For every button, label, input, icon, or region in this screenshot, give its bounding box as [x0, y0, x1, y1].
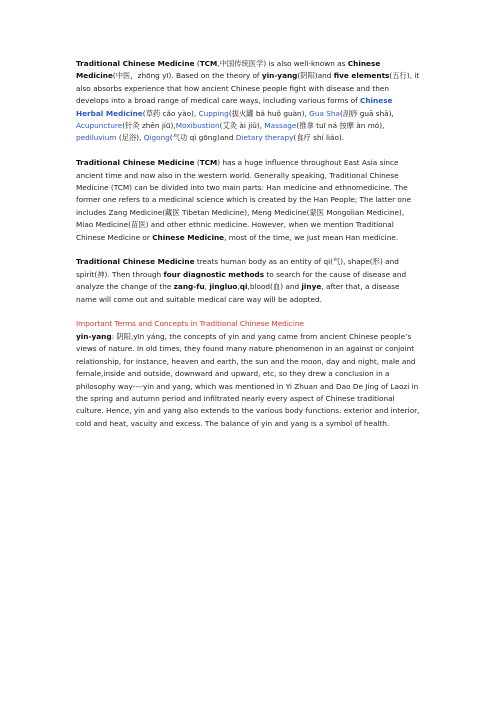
bold-text: four diagnostic methods — [163, 269, 265, 279]
bold-text: jinye — [301, 282, 322, 292]
text-run: , — [204, 282, 210, 292]
text-run: (针灸 zhēn jiū), — [122, 121, 176, 131]
text-run: ( — [194, 158, 200, 168]
text-run: (刮痧 guā shā), — [339, 108, 394, 118]
text-run: (推拿 tuī ná 按摩 àn mó), — [296, 121, 385, 131]
text-run: ( — [194, 59, 200, 68]
bold-text: Chinese Medicine — [152, 232, 225, 242]
bold-text: Traditional Chinese Medicine — [76, 257, 195, 267]
bold-text: yin-yang — [76, 331, 112, 341]
text-run: (拔火罐 bá huǒ guàn), — [228, 108, 310, 118]
text-run: (五行), it also absorbs experience that how ancient Chinese people fight with disease and then develops into a broad range of medical care ways, including various forms of — [76, 71, 420, 106]
linked-term: Qigong — [143, 133, 170, 143]
linked-term: Acupuncture — [76, 121, 123, 131]
linked-term: Chinese Herbal Medicine — [76, 96, 393, 118]
text-run: (气功 qì gōng)and — [169, 133, 236, 143]
bold-text: Traditional Chinese Medicine — [76, 158, 195, 168]
text-run: treats human body as an entity of qi(气), shape(形) and spirit(神). Then through — [76, 257, 399, 279]
intro-paragraph — [76, 58, 422, 145]
bold-text: yin-yang — [261, 71, 298, 81]
bold-text: TCM — [199, 59, 218, 68]
linked-term: Dietary therapy — [235, 133, 294, 143]
text-run: (阴阳)and — [297, 71, 334, 81]
text-run: (艾灸 ài jiǔ), — [219, 121, 265, 131]
term-yin-yang-paragraph — [76, 331, 422, 430]
bold-text: Traditional Chinese Medicine — [76, 59, 195, 68]
text-run: (食疗 shí liáo). — [293, 133, 345, 143]
linked-term: Cupping — [198, 108, 229, 118]
bold-text: Chinese Medicine — [76, 59, 381, 81]
text-run: , — [237, 282, 240, 292]
bold-text: qi — [239, 282, 248, 292]
text-run: , after that, a disease name will come out and suitable medical care way will be adopted. — [76, 282, 400, 304]
linked-term: Massage — [264, 121, 297, 131]
linked-term: pediluvium — [76, 133, 117, 143]
text-run: (中医，zhōng yī). Based on the theory of — [112, 71, 262, 81]
text-run: : 阴阳,yīn yáng, the concepts of yin and yang came from ancient Chinese people’s views of nature. In old times, they found many nature phenomenon in an against or conjoint relationship, for instance, heaven and earth, the sun and the moon, day and night, male and female,inside and outside, downward and upward, etc, so they drew a conclusion in a philosophy way----yin and yang, which was mentioned in Yi Zhuan and Dao De Jing of Laozi in the spring and autumn period and infiltrated nearly every aspect of Chinese traditional culture. Hence, yin and yang also extends to the various body functions: exterior and interior, cold and heat, vacuity and excess. The balance of yin and yang is a symbol of health. — [76, 331, 420, 428]
text-run: ) is also well-known as — [263, 59, 348, 68]
text-run: to search for the cause of disease and analyze the change of the — [76, 269, 407, 292]
bold-text: zang-fu — [173, 282, 205, 292]
bold-text: jingluo — [209, 282, 238, 292]
linked-term: Moxibustion — [175, 121, 220, 131]
text-run: , most of the time, we just mean Han medicine. — [224, 232, 399, 242]
section-title: Important Terms and Concepts in Traditional Chinese Medicine — [76, 319, 304, 329]
linked-term: Gua Sha — [309, 108, 340, 118]
body-concept-paragraph — [76, 256, 422, 306]
chinese-text: ,中国传统医学 — [217, 59, 264, 68]
text-run: ,blood(血) and — [247, 282, 302, 292]
article-body — [76, 58, 422, 443]
bold-text: five elements — [333, 71, 390, 81]
text-run: (草药 cǎo yào), — [142, 108, 199, 118]
text-run: ) has a huge influence throughout East Asia since ancient time and now also in the western world. Generally speaking, Traditional Chinese Medicine (TCM) can be divided into two main parts: Han medicine and ethnomedicine. The former one refers to a medicinal science which is created by the Han People; The latter one includes Zang Medicine(藏医 Tibetan Medicine), Meng Medicine(蒙医 Mongolian Medicine), Miao Medicine(苗医) and other ethnic medicine. However, when we mention Traditional Chinese Medicine or — [76, 158, 412, 242]
bold-text: TCM — [199, 158, 218, 168]
influence-paragraph — [76, 157, 422, 244]
text-run: (足浴), — [116, 133, 144, 143]
